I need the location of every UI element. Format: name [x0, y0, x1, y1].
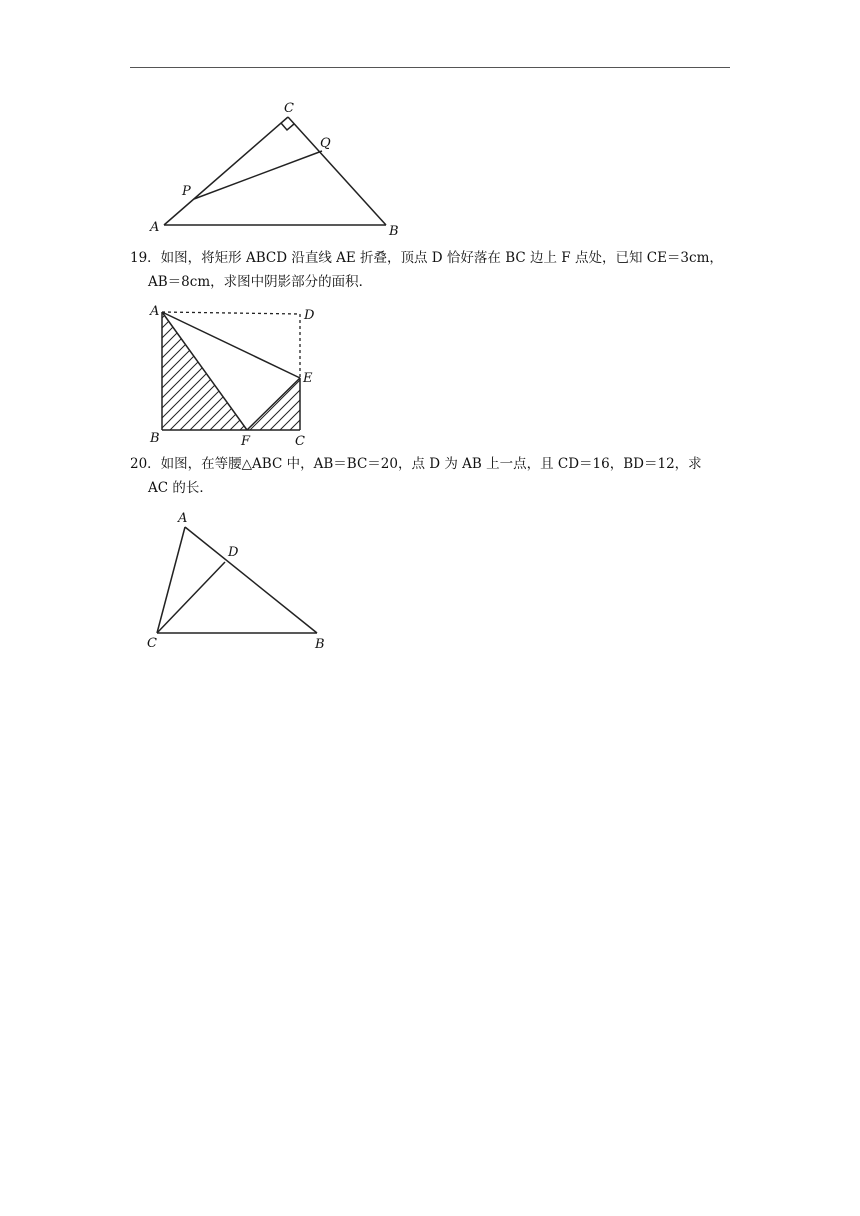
right-angle-marker [281, 123, 294, 130]
segment-ac [157, 527, 185, 633]
question-19-line-1: 19．如图，将矩形 ABCD 沿直线 AE 折叠，顶点 D 恰好落在 BC 边上 F 点处，已知 CE＝3cm， [130, 250, 723, 266]
rectangle-fold-figure-19 [140, 300, 340, 450]
label-e: E [303, 371, 313, 386]
label-a: A [150, 304, 160, 319]
label-p: P [182, 184, 191, 199]
label-c: C [284, 101, 294, 116]
segment-pq [194, 151, 322, 199]
label-c: C [295, 434, 305, 449]
label-c: C [147, 636, 157, 651]
question-20 [130, 452, 740, 500]
triangle-figure-20 [140, 505, 340, 655]
segment-cd [157, 562, 225, 633]
question-20-line-2: AC 的长． [148, 480, 213, 496]
question-19 [130, 246, 740, 294]
segment-ab [185, 527, 317, 633]
label-f: F [241, 434, 251, 449]
question-19-line-2: AB＝8cm，求图中阴影部分的面积． [148, 274, 373, 290]
label-a: A [178, 511, 188, 526]
segment-cb [288, 117, 386, 225]
label-b: B [389, 224, 399, 239]
label-d: D [228, 545, 239, 560]
dashed-segment-ad [162, 312, 300, 314]
question-20-line-1: 20．如图，在等腰△ABC 中，AB＝BC＝20，点 D 为 AB 上一点，且 CD＝16，BD＝12，求 [130, 456, 702, 472]
label-b: B [150, 431, 160, 446]
header-rule [130, 67, 730, 68]
label-q: Q [320, 136, 331, 151]
triangle-figure-18 [140, 95, 410, 240]
label-b: B [315, 637, 325, 652]
label-a: A [150, 220, 160, 235]
label-d: D [304, 308, 315, 323]
